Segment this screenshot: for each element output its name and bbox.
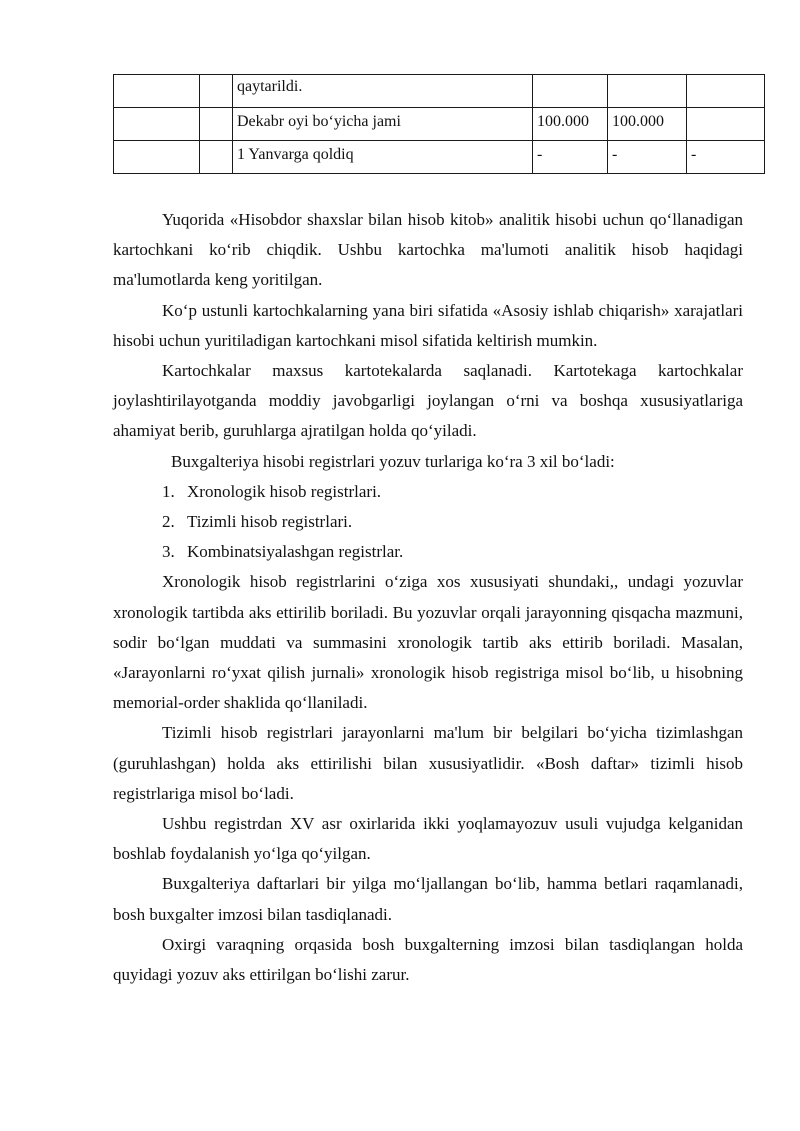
table-cell: -: [687, 141, 765, 174]
paragraph: Tizimli hisob registrlari jarayonlarni ma'lum bir belgilari bo‘yicha tizimlashgan (guruhlashgan) holda aks ettirilishi bilan xususiyatlidir. «Bosh daftar» tizimli hisob registrlariga misol bo‘ladi.: [113, 723, 743, 803]
table-row: [114, 141, 765, 174]
table-cell: [114, 108, 200, 141]
paragraph: Kartochkalar maxsus kartotekalarda saqlanadi. Kartotekaga kartochkalar joylashtirilayotganda moddiy javobgarligi joylangan o‘rni va boshqa xususiyatlariga ahamiyat berib, guruhlarga ajratilgan holda qo‘yiladi.: [113, 361, 743, 441]
table-row: [114, 108, 765, 141]
table-cell: [200, 75, 233, 108]
list-number: 2.: [162, 512, 175, 532]
table-cell: qaytarildi.: [233, 75, 533, 108]
paragraph: Ushbu registrdan XV asr oxirlarida ikki yoqlamayozuv usuli vujudga kelganidan boshlab foydalanish yo‘lga qo‘yilgan.: [113, 814, 743, 864]
table-cell: -: [533, 141, 608, 174]
list-item-text: Tizimli hisob registrlari.: [187, 512, 353, 532]
paragraph: Ko‘p ustunli kartochkalarning yana biri sifatida «Asosiy ishlab chiqarish» xarajatlari hisobi uchun yuritiladigan kartochkani misol sifatida keltirish mumkin.: [113, 300, 743, 350]
table-row: [114, 75, 765, 108]
table-cell: -: [608, 141, 687, 174]
table-cell: 100.000: [533, 108, 608, 141]
paragraph: Buxgalteriya hisobi registrlari yozuv turlariga ko‘ra 3 xil bo‘ladi:: [171, 451, 615, 471]
list-item-text: Kombinatsiyalashgan registrlar.: [187, 542, 404, 562]
body-text: [113, 205, 743, 990]
table-cell: [200, 108, 233, 141]
paragraph: Oxirgi varaqning orqasida bosh buxgalterning imzosi bilan tasdiqlangan holda quyidagi yozuv aks ettirilgan bo‘lishi zarur.: [113, 934, 743, 985]
list-number: 1.: [162, 481, 175, 501]
list-item: [113, 477, 743, 507]
table-cell: [687, 75, 765, 108]
table-cell: [114, 141, 200, 174]
table-cell: 100.000: [608, 108, 687, 141]
paragraph: Buxgalteriya daftarlari bir yilga mo‘ljallangan bo‘lib, hamma betlari raqamlanadi, bosh buxgalter imzosi bilan tasdiqlanadi.: [113, 874, 743, 924]
list-item: [113, 507, 743, 537]
ledger-table: [113, 74, 765, 174]
register-types-list: [113, 477, 743, 568]
paragraph: Yuqorida «Hisobdor shaxslar bilan hisob kitob» analitik hisobi uchun qo‘llanadigan kartochkani ko‘rib chiqdik. Ushbu kartochka ma'lumoti analitik hisob haqidagi ma'lumotlarda keng yoritilgan.: [113, 210, 743, 290]
table-cell: [608, 75, 687, 108]
table-cell: [114, 75, 200, 108]
list-number: 3.: [162, 542, 175, 562]
table-cell: Dekabr oyi bo‘yicha jami: [233, 108, 533, 141]
list-item: [113, 537, 743, 567]
table-cell: [200, 141, 233, 174]
table-cell: [687, 108, 765, 141]
paragraph: Xronologik hisob registrlarini o‘ziga xos xususiyati shundaki,, undagi yozuvlar xronologik tartibda aks ettirilib boriladi. Bu yozuvlar orqali jarayonning qisqacha mazmuni, sodir bo‘lgan muddati va summasini xronologik tartib aks ettirib boriladi. Masalan, «Jarayonlarni ro‘yxat qilish jurnali» xronologik hisob registriga misol bo‘lib, u hisobning memorial-order shaklida qo‘llaniladi.: [113, 572, 743, 713]
table-cell: 1 Yanvarga qoldiq: [233, 141, 533, 174]
table-cell: [533, 75, 608, 108]
list-item-text: Xronologik hisob registrlari.: [187, 481, 382, 501]
